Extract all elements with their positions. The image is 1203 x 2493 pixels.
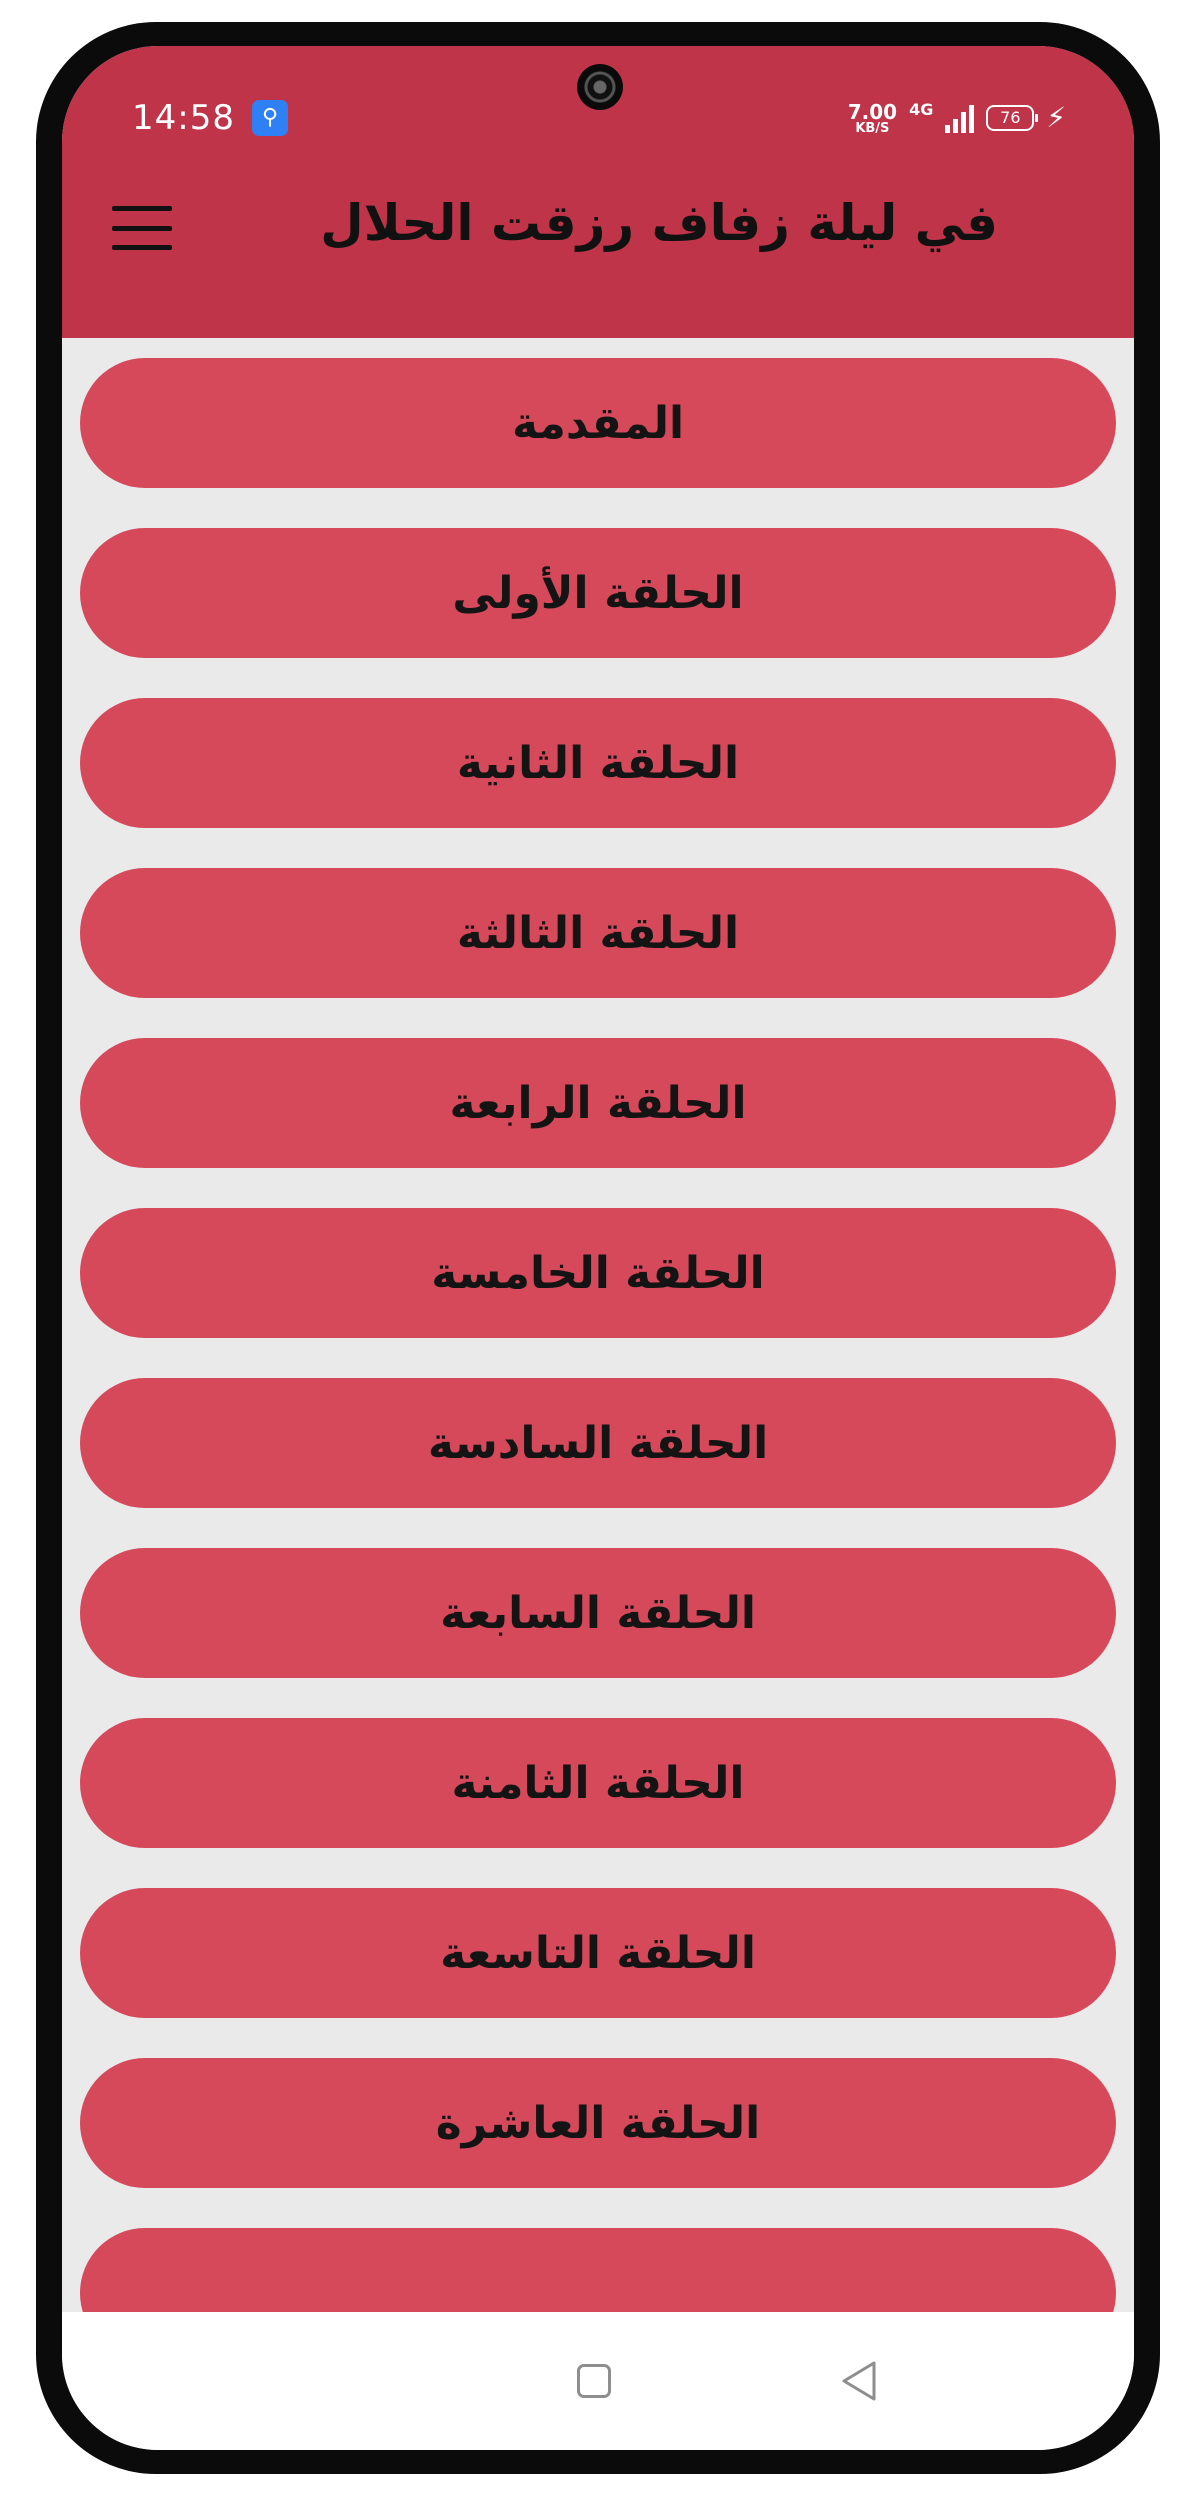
episode-button[interactable]: الحلقة السادسة: [80, 1378, 1116, 1508]
episode-button[interactable]: الحلقة العاشرة: [80, 2058, 1116, 2188]
network-type: 4G: [909, 100, 934, 119]
battery-icon: [986, 105, 1034, 131]
episode-button[interactable]: الحلقة التاسعة: [80, 1888, 1116, 2018]
net-speed: [847, 99, 898, 136]
episode-button[interactable]: الحلقة الثامنة: [80, 1718, 1116, 1848]
episode-button[interactable]: الحلقة الثانية: [80, 698, 1116, 828]
screen: [62, 46, 1134, 2450]
episode-button[interactable]: الحلقة السابعة: [80, 1548, 1116, 1678]
status-time: 14:58: [132, 98, 235, 138]
battery-level: 76: [1000, 108, 1021, 127]
episode-button[interactable]: الحلقة الرابعة: [80, 1038, 1116, 1168]
app-title: في ليلة زفاف رزقت الحلال: [320, 194, 998, 252]
episode-button[interactable]: الحلقة الثالثة: [80, 868, 1116, 998]
home-icon: [577, 2364, 611, 2398]
episode-list: [80, 358, 1116, 2358]
episode-button[interactable]: الحلقة الخامسة: [80, 1208, 1116, 1338]
status-icons: [848, 98, 1066, 138]
signal-icon: [945, 103, 974, 133]
episode-button[interactable]: المقدمة: [80, 358, 1116, 488]
recent-apps-icon[interactable]: [316, 2364, 352, 2398]
hamburger-menu-icon[interactable]: [112, 206, 172, 250]
episode-button[interactable]: الحلقة الأولى: [80, 528, 1116, 658]
net-speed-unit: KB/S: [855, 120, 890, 136]
home-button[interactable]: [572, 2359, 616, 2403]
phone-frame: [36, 22, 1160, 2474]
usb-icon: ⚲: [252, 100, 288, 136]
net-speed-value: 7.00: [847, 99, 898, 124]
system-nav-bar: [62, 2312, 1134, 2450]
back-icon[interactable]: [836, 2359, 880, 2403]
app-bar: [62, 46, 1134, 338]
bolt-icon: ⚡: [1046, 101, 1066, 134]
front-camera: [577, 64, 623, 110]
